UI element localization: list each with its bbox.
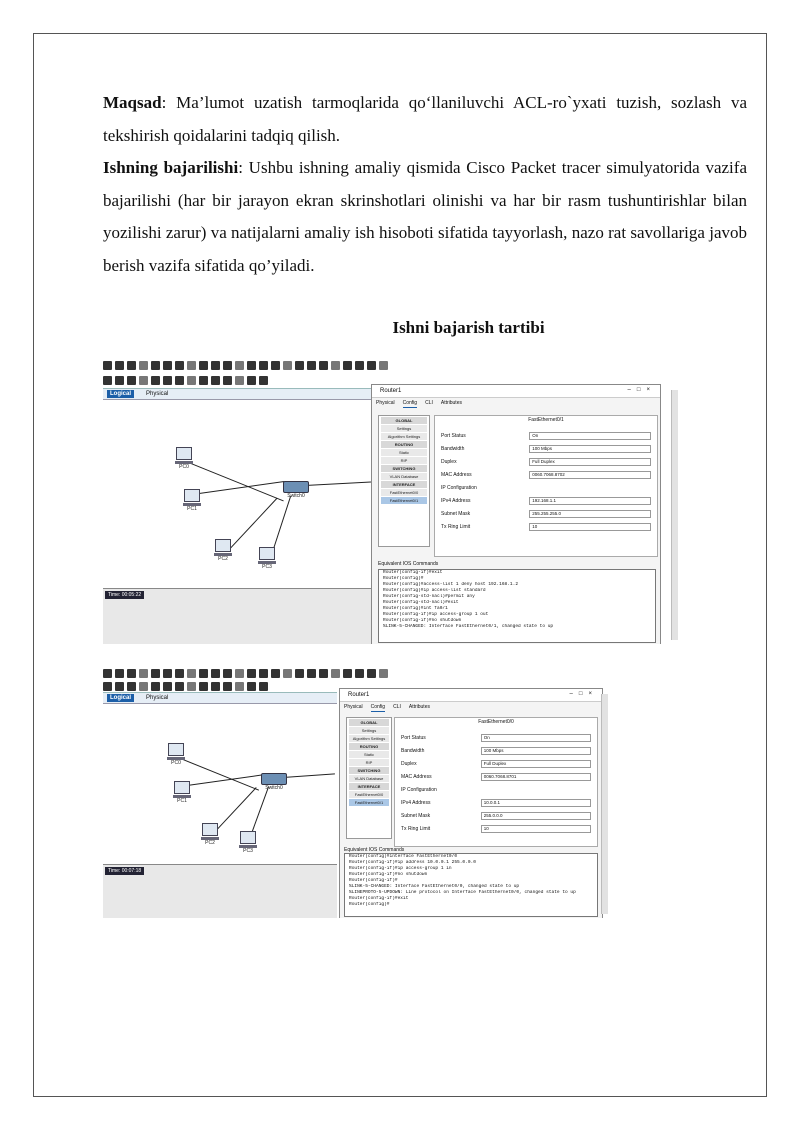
console-line: Router(config-if)# — [349, 878, 398, 883]
sidebar-item[interactable]: Static — [381, 449, 427, 456]
console-line: Router(config-if)#exit — [383, 570, 443, 575]
dialog-title: Router1 — [340, 689, 602, 702]
config-row — [441, 445, 651, 453]
toolbar-tool-icon[interactable] — [211, 669, 220, 678]
toolbar-tool-icon[interactable] — [259, 376, 268, 385]
toolbar-tool-icon[interactable] — [115, 376, 124, 385]
tab-logical[interactable]: Logical — [107, 694, 134, 702]
config-row-field[interactable]: On — [529, 432, 651, 440]
packet-tracer-screenshot-1 — [103, 348, 689, 644]
router-config-dialog — [339, 688, 603, 918]
interface-config-panel — [434, 415, 658, 557]
workspace-canvas[interactable] — [103, 388, 373, 589]
config-row-label: Port Status — [441, 433, 466, 439]
toolbar-tool-icon[interactable] — [163, 361, 172, 370]
config-row — [441, 497, 651, 505]
console-line: Router(config)# — [349, 902, 390, 907]
toolbar-tool-icon[interactable] — [235, 682, 244, 691]
toolbar-tool-icon[interactable] — [367, 361, 376, 370]
config-row-label: IPv4 Address — [441, 498, 471, 504]
cable-pc2-switch — [229, 498, 277, 550]
sidebar-item: ROUTING — [349, 743, 389, 750]
config-row-label: Bandwidth — [441, 446, 465, 452]
toolbar-tool-icon[interactable] — [319, 669, 328, 678]
toolbar-tool-icon[interactable] — [211, 376, 220, 385]
console-line: %LINEPROTO-5-UPDOWN: Line protocol on Interface FastEthernet0/0, changed state to up — [349, 890, 576, 895]
cable-pc0-switch — [183, 759, 259, 791]
toolbar-tool-icon[interactable] — [355, 669, 364, 678]
toolbar-tool-icon[interactable] — [295, 361, 304, 370]
toolbar-tool-icon[interactable] — [259, 682, 268, 691]
toolbar-tool-icon[interactable] — [163, 376, 172, 385]
tab-logical[interactable]: Logical — [107, 390, 134, 398]
tab-physical[interactable]: Physical — [146, 391, 169, 397]
config-row — [441, 510, 651, 518]
main-toolbar — [103, 359, 388, 371]
toolbar-tool-icon[interactable] — [247, 669, 256, 678]
config-row-label: Duplex — [441, 459, 457, 465]
dialog-tab-config[interactable]: Config — [402, 400, 418, 406]
config-row — [441, 484, 651, 492]
toolbar-tool-icon[interactable] — [139, 669, 148, 678]
toolbar-tool-icon[interactable] — [319, 361, 328, 370]
dialog-tab-physical[interactable]: Physical — [376, 400, 395, 406]
sidebar-item[interactable]: Settings — [349, 727, 389, 734]
sidebar-item[interactable]: Algorithm Settings — [381, 433, 427, 440]
toolbar-tool-icon[interactable] — [151, 682, 160, 691]
toolbar-tool-icon[interactable] — [127, 361, 136, 370]
toolbar-tool-icon[interactable] — [235, 361, 244, 370]
toolbar-tool-icon[interactable] — [127, 669, 136, 678]
config-row-field[interactable]: 0060.7068.8702 — [529, 471, 651, 479]
workspace-tabbar — [103, 693, 337, 704]
console-line: %LINK-5-CHANGED: Interface FastEthernet0/1, changed state to up — [383, 624, 554, 629]
toolbar-tool-icon[interactable] — [139, 682, 148, 691]
sidebar-item[interactable]: VLAN Database — [349, 775, 389, 782]
config-row-field[interactable]: 255.0.0.0 — [481, 812, 591, 820]
pc3-label: PC3 — [262, 564, 272, 570]
execution-text: : Ushbu ishning amaliy qismida Cisco Packet tracer simulyatorida vazifa bajarilishi (har bir jarayon ekran skrinshotlari olinishi va har bir rasm tushuntirishlar bilan yozilishi zarur) va natijalarni amaliy ish hisoboti sifatida tayyorlash, nazo rat savollariga javob berish vazifa sifatida qo’yiladi. — [103, 158, 747, 275]
toolbar-tool-icon[interactable] — [175, 669, 184, 678]
switch-label: Switch0 — [287, 493, 305, 499]
toolbar-tool-icon[interactable] — [199, 669, 208, 678]
config-row — [441, 432, 651, 440]
config-row-label: MAC Address — [401, 774, 432, 780]
config-row-label: Tx Ring Limit — [401, 826, 431, 832]
console-line: Router(config-if)#exit — [349, 896, 409, 901]
toolbar-tool-icon[interactable] — [247, 376, 256, 385]
sidebar-item[interactable]: FastEthernet0/0 — [381, 489, 427, 496]
toolbar-tool-icon[interactable] — [355, 361, 364, 370]
toolbar-tool-icon[interactable] — [247, 682, 256, 691]
toolbar-tool-icon[interactable] — [379, 361, 388, 370]
sidebar-item[interactable]: Settings — [381, 425, 427, 432]
toolbar-tool-icon[interactable] — [151, 669, 160, 678]
config-row-field[interactable]: Full Duplex — [481, 760, 591, 768]
config-row — [441, 458, 651, 466]
packet-tracer-screenshot-2 — [103, 660, 609, 918]
toolbar-tool-icon[interactable] — [163, 669, 172, 678]
toolbar-tool-icon[interactable] — [139, 376, 148, 385]
ios-console — [344, 853, 598, 917]
sidebar-item: GLOBAL — [381, 417, 427, 424]
toolbar-tool-icon[interactable] — [199, 361, 208, 370]
config-row — [401, 812, 591, 820]
secondary-toolbar — [103, 680, 268, 692]
dialog-tab-physical[interactable]: Physical — [344, 704, 363, 710]
cable-switch-router — [283, 773, 335, 778]
console-line: Router(config)# — [383, 576, 424, 581]
pc0-label: PC0 — [171, 760, 181, 766]
sidebar-item[interactable]: Static — [349, 751, 389, 758]
config-row-field[interactable]: 100 Mbps — [529, 445, 651, 453]
dialog-title: Router1 — [372, 385, 660, 398]
toolbar-tool-icon[interactable] — [295, 669, 304, 678]
sidebar-item[interactable]: RIP — [381, 457, 427, 464]
pc3-node[interactable] — [258, 547, 276, 570]
pc1-node[interactable] — [173, 781, 191, 804]
window-controls[interactable]: –□× — [627, 387, 656, 393]
toolbar-tool-icon[interactable] — [271, 361, 280, 370]
toolbar-tool-icon[interactable] — [307, 361, 316, 370]
config-row-label: Port Status — [401, 735, 426, 741]
console-line: Router(config-if)#ip access-group 1 out — [383, 612, 489, 617]
config-row — [401, 799, 591, 807]
dialog-tab-attributes[interactable]: Attributes — [408, 704, 430, 710]
config-row — [401, 747, 591, 755]
toolbar-tool-icon[interactable] — [163, 682, 172, 691]
sidebar-item: GLOBAL — [349, 719, 389, 726]
config-row — [401, 760, 591, 768]
toolbar-tool-icon[interactable] — [115, 682, 124, 691]
workspace-canvas[interactable] — [103, 692, 337, 865]
secondary-toolbar — [103, 374, 268, 386]
toolbar-tool-icon[interactable] — [175, 361, 184, 370]
sidebar-item[interactable]: VLAN Database — [381, 473, 427, 480]
config-row-field[interactable]: 0060.7068.8701 — [481, 773, 591, 781]
toolbar-tool-icon[interactable] — [271, 669, 280, 678]
config-sidebar — [346, 717, 392, 839]
config-sidebar — [378, 415, 430, 547]
interface-config-panel — [394, 717, 598, 847]
scrollbar[interactable] — [671, 390, 678, 640]
config-row-field[interactable]: 10.0.0.1 — [481, 799, 591, 807]
config-row — [441, 471, 651, 479]
console-line: %LINK-5-CHANGED: Interface FastEthernet0/0, changed state to up — [349, 884, 520, 889]
toolbar-tool-icon[interactable] — [247, 361, 256, 370]
interface-title: FastEthernet0/0 — [478, 719, 514, 725]
config-row-label: IP Configuration — [401, 787, 437, 793]
toolbar-tool-icon[interactable] — [259, 669, 268, 678]
toolbar-tool-icon[interactable] — [151, 361, 160, 370]
config-row-label: MAC Address — [441, 472, 472, 478]
toolbar-tool-icon[interactable] — [259, 361, 268, 370]
toolbar-tool-icon[interactable] — [187, 682, 196, 691]
pc0-label: PC0 — [179, 464, 189, 470]
sidebar-item[interactable]: RIP — [349, 759, 389, 766]
toolbar-tool-icon[interactable] — [331, 669, 340, 678]
config-row-field[interactable]: 10 — [481, 825, 591, 833]
toolbar-tool-icon[interactable] — [115, 361, 124, 370]
sidebar-item[interactable]: FastEthernet0/0 — [349, 791, 389, 798]
toolbar-tool-icon[interactable] — [127, 376, 136, 385]
toolbar-tool-icon[interactable] — [367, 669, 376, 678]
console-title: Equivalent IOS Commands — [378, 561, 439, 567]
config-row-field[interactable]: 192.168.1.1 — [529, 497, 651, 505]
goal-paragraph — [103, 87, 747, 152]
toolbar-tool-icon[interactable] — [343, 361, 352, 370]
toolbar-tool-icon[interactable] — [223, 361, 232, 370]
toolbar-tool-icon[interactable] — [127, 682, 136, 691]
toolbar-tool-icon[interactable] — [211, 682, 220, 691]
config-row-field[interactable]: Full Duplex — [529, 458, 651, 466]
config-row-label: Bandwidth — [401, 748, 425, 754]
sidebar-item[interactable]: FastEthernet0/1 — [381, 497, 427, 504]
router-config-dialog — [371, 384, 661, 644]
toolbar-tool-icon[interactable] — [235, 376, 244, 385]
toolbar-tool-icon[interactable] — [199, 376, 208, 385]
toolbar-tool-icon[interactable] — [187, 361, 196, 370]
console-line: Router(config-std-nacl)#permit any — [383, 594, 475, 599]
config-row — [401, 734, 591, 742]
toolbar-tool-icon[interactable] — [223, 376, 232, 385]
sidebar-item: SWITCHING — [349, 767, 389, 774]
ios-console — [378, 569, 656, 643]
pc1-label: PC1 — [177, 798, 187, 804]
toolbar-tool-icon[interactable] — [199, 682, 208, 691]
toolbar-tool-icon[interactable] — [175, 682, 184, 691]
toolbar-tool-icon[interactable] — [331, 361, 340, 370]
pc1-label: PC1 — [187, 506, 197, 512]
console-line: Router(config)#ip access-list standard — [383, 588, 486, 593]
execution-paragraph — [103, 152, 747, 282]
cable-switch-router — [305, 482, 371, 486]
switch-node[interactable] — [283, 481, 309, 499]
toolbar-tool-icon[interactable] — [139, 361, 148, 370]
window-controls[interactable]: –□× — [569, 691, 598, 697]
pc2-node[interactable] — [214, 539, 232, 562]
toolbar-tool-icon[interactable] — [223, 669, 232, 678]
pc2-node[interactable] — [201, 823, 219, 846]
device-toolbox — [103, 864, 337, 918]
console-title: Equivalent IOS Commands — [344, 847, 405, 853]
sidebar-item: ROUTING — [381, 441, 427, 448]
console-line: Router(config-if)#ip address 10.0.0.1 255.0.0.0 — [349, 860, 476, 865]
config-row-field[interactable]: 100 Mbps — [481, 747, 591, 755]
workspace-tabbar — [103, 389, 373, 400]
console-line: Router(config-if)#ip access-group 1 in — [349, 866, 452, 871]
config-row-label: IPv4 Address — [401, 800, 431, 806]
console-line: Router(config-std-nacl)#exit — [383, 600, 459, 605]
config-row — [401, 825, 591, 833]
sidebar-item[interactable]: Algorithm Settings — [349, 735, 389, 742]
cable-pc2-switch — [215, 787, 257, 832]
config-row-label: Subnet Mask — [401, 813, 431, 819]
config-row-field[interactable]: 255.255.255.0 — [529, 510, 651, 518]
toolbar-tool-icon[interactable] — [187, 376, 196, 385]
toolbar-tool-icon[interactable] — [187, 669, 196, 678]
dialog-tab-config[interactable]: Config — [370, 704, 386, 710]
config-row — [401, 786, 591, 794]
config-row-label: IP Configuration — [441, 485, 477, 491]
toolbar-tool-icon[interactable] — [103, 361, 112, 370]
toolbar-tool-icon[interactable] — [283, 669, 292, 678]
pc2-label: PC2 — [218, 556, 228, 562]
device-toolbox — [103, 588, 373, 644]
console-line: Router(config)#interface FastEthernet0/0 — [349, 854, 458, 859]
tab-physical[interactable]: Physical — [146, 695, 169, 701]
config-row-label: Duplex — [401, 761, 417, 767]
console-line: Router(config-if)#no shutdown — [349, 872, 428, 877]
toolbar-tool-icon[interactable] — [235, 669, 244, 678]
toolbar-tool-icon[interactable] — [223, 682, 232, 691]
switch-node[interactable] — [261, 773, 287, 791]
pc1-node[interactable] — [183, 489, 201, 512]
sidebar-item: INTERFACE — [381, 481, 427, 488]
toolbar-tool-icon[interactable] — [343, 669, 352, 678]
sidebar-item: SWITCHING — [381, 465, 427, 472]
toolbar-tool-icon[interactable] — [175, 376, 184, 385]
sidebar-item: INTERFACE — [349, 783, 389, 790]
sidebar-item[interactable]: FastEthernet0/1 — [349, 799, 389, 806]
sim-time: Time: 00:05:22 — [105, 591, 144, 599]
toolbar-tool-icon[interactable] — [283, 361, 292, 370]
config-row — [401, 773, 591, 781]
toolbar-tool-icon[interactable] — [211, 361, 220, 370]
console-line: Router(config)#int fa0/1 — [383, 606, 448, 611]
config-row-label: Subnet Mask — [441, 511, 471, 517]
toolbar-tool-icon[interactable] — [115, 669, 124, 678]
section-heading: Ishni bajarish tartibi — [392, 318, 545, 337]
toolbar-tool-icon[interactable] — [103, 376, 112, 385]
config-row — [441, 523, 651, 531]
pc3-node[interactable] — [239, 831, 257, 854]
scrollbar[interactable] — [601, 694, 608, 914]
console-line: Router(config)#access-list 1 deny host 192.168.1.2 — [383, 582, 519, 587]
toolbar-tool-icon[interactable] — [379, 669, 388, 678]
dialog-tabs — [376, 399, 462, 408]
goal-text: : Ma’lumot uzatish tarmoqlarida qo‘llaniluvchi ACL-ro`yxati tuzish, sozlash va tekshirish qoidalarini tadqiq qilish. — [103, 93, 747, 145]
dialog-tabs — [344, 703, 430, 712]
execution-label: Ishning bajarilishi — [103, 158, 239, 177]
config-row-label: Tx Ring Limit — [441, 524, 471, 530]
config-row-field[interactable]: On — [481, 734, 591, 742]
switch-label: Switch0 — [265, 785, 283, 791]
toolbar-tool-icon[interactable] — [103, 682, 112, 691]
dialog-tab-cli[interactable]: CLI — [393, 704, 401, 710]
toolbar-tool-icon[interactable] — [151, 376, 160, 385]
pc0-node[interactable] — [175, 447, 193, 470]
goal-label: Maqsad — [103, 93, 162, 112]
dialog-tab-cli[interactable]: CLI — [425, 400, 433, 406]
dialog-tab-attributes[interactable]: Attributes — [440, 400, 462, 406]
toolbar-tool-icon[interactable] — [103, 669, 112, 678]
pc3-label: PC3 — [243, 848, 253, 854]
sim-time: Time: 00:07:18 — [105, 867, 144, 875]
pc2-label: PC2 — [205, 840, 215, 846]
console-line: Router(config-if)#no shutdown — [383, 618, 462, 623]
pc0-node[interactable] — [167, 743, 185, 766]
config-row-field[interactable]: 10 — [529, 523, 651, 531]
interface-title: FastEthernet0/1 — [528, 417, 564, 423]
main-toolbar — [103, 667, 388, 679]
toolbar-tool-icon[interactable] — [307, 669, 316, 678]
